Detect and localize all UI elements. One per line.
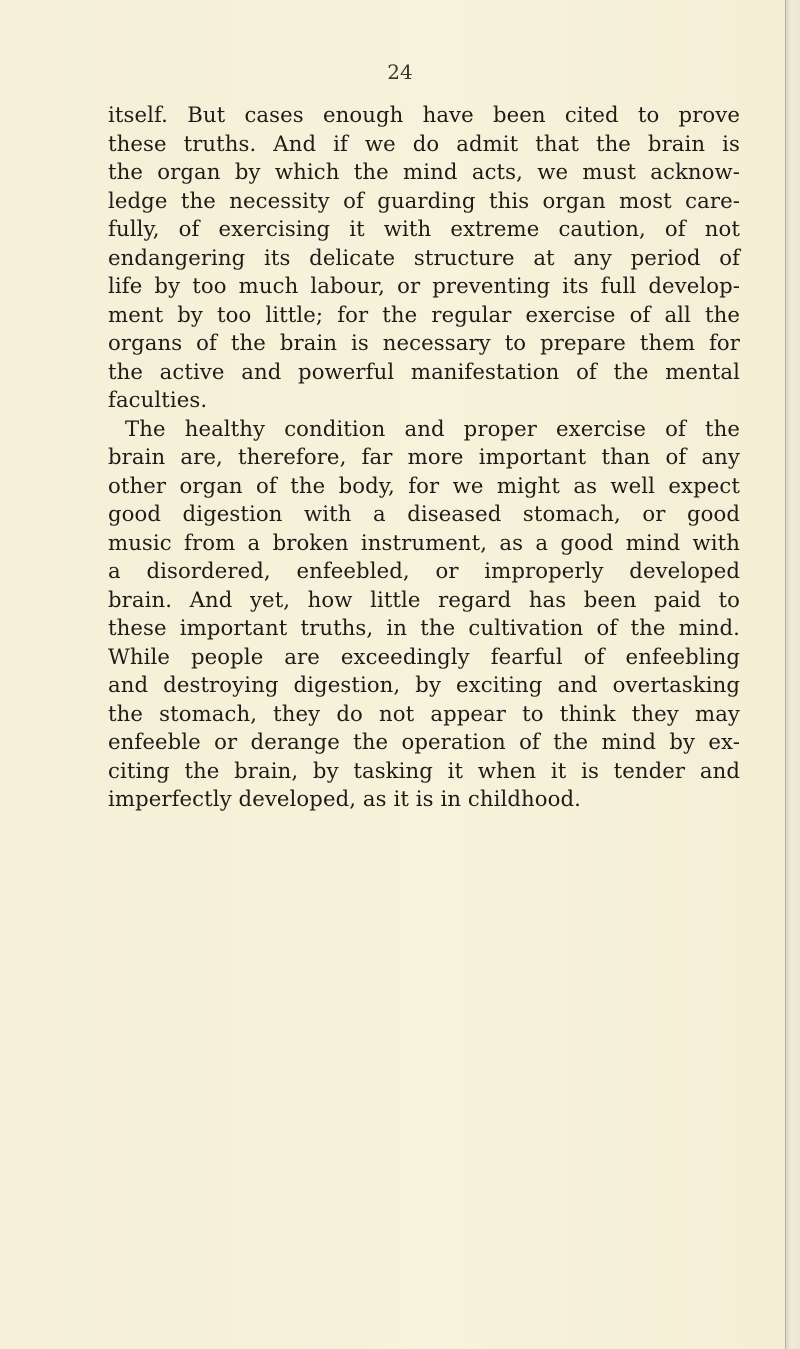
page-number: 24 [387, 60, 413, 84]
text-line: good digestion with a diseased stomach, or good [108, 501, 740, 526]
text-line: other organ of the body, for we might as well expect [108, 472, 740, 498]
text-line: enfeeble or derange the operation of the mind by ex- [108, 729, 740, 754]
text-line: a disordered, enfeebled, or improperly developed [108, 558, 740, 583]
text-line: While people are exceedingly fearful of enfeebling [108, 643, 740, 669]
body-text [108, 101, 740, 814]
text-line: itself. But cases enough have been cited to prove [108, 102, 740, 127]
text-line: ment by too little; for the regular exercise of all the [108, 301, 740, 327]
text-line: and destroying digestion, by exciting and overtasking [108, 672, 740, 697]
text-line: the stomach, they do not appear to think they may [108, 700, 740, 726]
text-line: these important truths, in the cultivation of the mind. [108, 615, 740, 640]
paragraph-end-line: faculties. [108, 387, 208, 412]
text-line: the organ by which the mind acts, we must acknow- [108, 159, 740, 184]
text-line: citing the brain, by tasking it when it is tender and [108, 757, 740, 783]
paragraph-end-line: imperfectly developed, as it is in childhood. [108, 786, 582, 811]
text-line: music from a broken instrument, as a good mind with [108, 529, 740, 555]
text-line: these truths. And if we do admit that the brain is [108, 130, 740, 156]
text-line: the active and powerful manifestation of the mental [108, 358, 740, 384]
paragraph-start-line: The healthy condition and proper exercise of the [125, 415, 740, 441]
text-line: brain. And yet, how little regard has been paid to [108, 586, 740, 612]
text-line: organs of the brain is necessary to prepare them for [108, 330, 740, 355]
page-edge-shadow [785, 0, 800, 1349]
text-line: life by too much labour, or preventing its full develop- [108, 273, 740, 298]
text-line: endangering its delicate structure at any period of [108, 244, 740, 270]
text-line: brain are, therefore, far more important than of any [108, 444, 740, 469]
text-line: ledge the necessity of guarding this organ most care- [108, 187, 740, 213]
text-line: fully, of exercising it with extreme caution, of not [108, 216, 740, 241]
